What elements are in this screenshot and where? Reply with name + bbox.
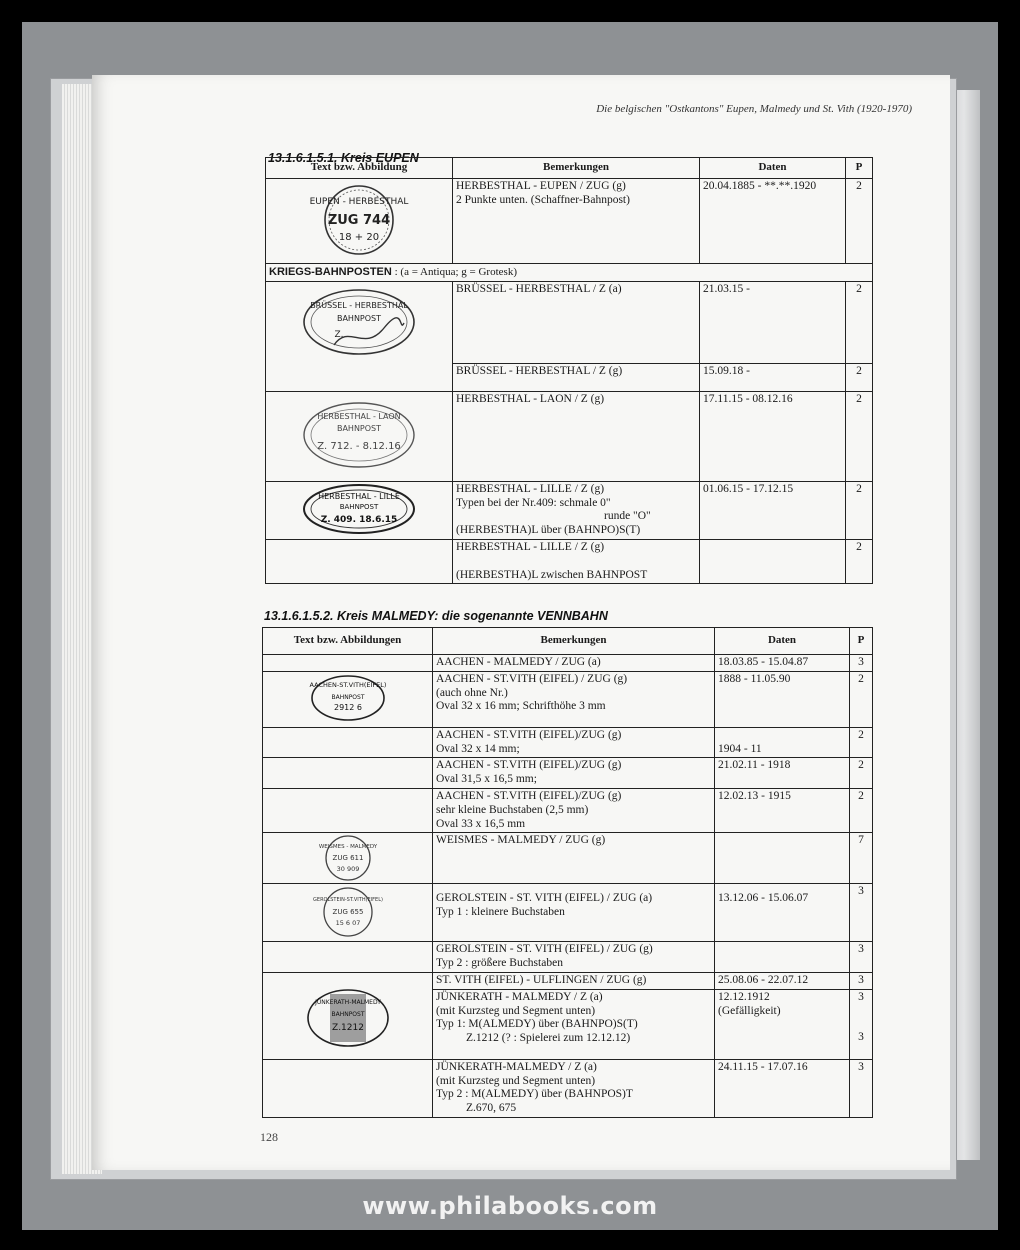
remark-line: HERBESTHAL - LILLE / Z (g) [456,540,605,553]
p-cell: 3 [850,972,873,989]
remark-line: Typen bei der Nr.409: schmale 0" [456,496,611,509]
remark-line: Typ 2 : M(ALMEDY) über (BAHNPOS)T [436,1088,633,1101]
watermark: www.philabooks.com [362,1192,658,1220]
stamp-cell [263,833,433,884]
p-cell: 2 [850,758,873,789]
dates-cell: 20.04.1885 - **.**.1920 [700,179,846,264]
remark-line: Oval 33 x 16,5 mm [436,817,526,830]
p-cell: 2 [846,281,873,363]
stamp-text: Z. [334,329,344,340]
kriegs-title: KRIEGS-BAHNPOSTEN [269,266,392,278]
remarks-cell [433,884,715,942]
dates-cell: 01.06.15 - 17.12.15 [700,481,846,539]
stamp-text: ZUG 611 [332,854,363,863]
remarks-cell: BRÜSSEL - HERBESTHAL / Z (g) [453,363,700,391]
p-cell: 2 [850,727,873,758]
remark-line: (mit Kurzsteg und Segment unten) [436,1074,596,1087]
remark-line: Oval 32 x 14 mm; [436,742,520,755]
p-cell: 3 [850,884,873,942]
remark-line: JÜNKERATH-MALMEDY / Z (a) [436,1060,597,1073]
table-row [263,671,873,727]
kriegs-header [266,264,873,282]
stamp-text: Z. 409. 18.6.15 [320,514,398,525]
p-cell [850,989,873,1059]
stamp-cell [266,179,453,264]
table-header-row [263,628,873,655]
remark-line: (auch ohne Nr.) [436,686,508,699]
stamp-cell [263,788,433,832]
stamp-cell [266,539,453,583]
remark-line: JÜNKERATH - MALMEDY / Z (a) [436,990,603,1003]
p-cell: 3 [850,942,873,973]
remarks-cell: HERBESTHAL - LAON / Z (g) [453,391,700,481]
dates-cell [715,727,850,758]
remark-line: AACHEN - ST.VITH (EIFEL)/ZUG (g) [436,789,622,802]
col-header: Text bzw. Abbildungen [263,628,433,655]
postmark-herbesthal-laon [294,393,424,473]
p-cell: 2 [850,788,873,832]
remarks-cell [433,727,715,758]
p-cell: 3 [850,655,873,672]
stamp-cell [263,671,433,727]
remarks-cell [453,539,700,583]
kriegs-subtitle: : (a = Antiqua; g = Grotesk) [391,266,517,278]
col-header: Bemerkungen [433,628,715,655]
stamp-cell [263,942,433,973]
stamp-text: BAHNPOST [330,693,365,701]
remark-line: HERBESTHAL - LILLE / Z (g) [456,482,605,495]
table-row [263,758,873,789]
col-header: P [846,158,873,179]
remarks-cell: BRÜSSEL - HERBESTHAL / Z (a) [453,281,700,363]
dates-cell: 15.09.18 - [700,363,846,391]
remark-line: Typ 1: M(ALMEDY) über (BAHNPO)S(T) [436,1018,638,1031]
col-header: P [850,628,873,655]
p-cell: 2 [846,481,873,539]
remarks-cell [433,942,715,973]
section-title-malmedy: 13.1.6.1.5.2. Kreis MALMEDY: die sogenannte VENNBAHN [264,609,608,623]
remarks-cell [433,788,715,832]
remarks-cell [433,1059,715,1117]
p-cell: 2 [846,391,873,481]
remark-line: Z.1212 (? : Spielerei zum 12.12.12) [466,1032,631,1045]
p-line: 3 [858,1030,864,1043]
stamp-text: 2912 6 [333,702,362,712]
remarks-cell: WEISMES - MALMEDY / ZUG (g) [433,833,715,884]
dates-cell: 18.03.85 - 15.04.87 [715,655,850,672]
p-cell: 2 [846,539,873,583]
stamp-text: BAHNPOST [339,502,379,511]
stamp-text: Z. 712. - 8.12.16 [317,440,401,452]
remark-line: GEROLSTEIN - ST. VITH (EIFEL) / ZUG (g) [436,943,653,956]
table-header-row [266,158,873,179]
table-row [266,391,873,481]
table-row [266,481,873,539]
remarks-cell [433,671,715,727]
remark-line: GEROLSTEIN - ST. VITH (EIFEL) / ZUG (a) [436,892,653,905]
running-head: Die belgischen "Ostkantons" Eupen, Malmedy und St. Vith (1920-1970) [596,103,912,115]
page-number: 128 [260,1130,278,1144]
stamp-text: BAHNPOST [336,423,382,433]
postmark-herbesthal-lille [294,483,424,535]
table-row [266,179,873,264]
remark-line: AACHEN - ST.VITH (EIFEL)/ZUG (g) [436,759,622,772]
dates-cell: 21.02.11 - 1918 [715,758,850,789]
stamp-text: GEROLSTEIN-ST.VITH(EIFEL) [312,897,383,904]
remark-line: Typ 2 : größere Buchstaben [436,957,563,970]
remarks-cell: ST. VITH (EIFEL) - ULFLINGEN / ZUG (g) [433,972,715,989]
table-row [263,727,873,758]
col-header: Daten [700,158,846,179]
stamp-text: JÜNKERATH-MALMEDY [314,998,381,1006]
stamp-text: ZUG 744 [327,213,391,228]
p-cell: 2 [846,179,873,264]
date-line: 1904 - 11 [718,742,762,755]
remark-line: (mit Kurzsteg und Segment unten) [436,1004,596,1017]
remark-line: HERBESTHAL - EUPEN / ZUG (g) [456,180,626,192]
remarks-cell [433,758,715,789]
dates-cell: 1888 - 11.05.90 [715,671,850,727]
stamp-text: BAHNPOST [330,1010,365,1018]
stamp-text: HERBESTHAL - LILLE [318,491,400,501]
remark-line: runde "O" [604,510,651,523]
dates-cell: 21.03.15 - [700,281,846,363]
stamp-cell [263,655,433,672]
stamp-text: ZUG 655 [332,908,363,917]
dates-cell [715,942,850,973]
stamp-text: 18 + 20 [338,232,380,243]
postmark-weismes-malmedy [313,834,383,882]
dates-cell [715,833,850,884]
remarks-cell [453,481,700,539]
stamp-text: EUPEN - HERBESTHAL [309,197,409,207]
remark-line: Oval 32 x 16 mm; Schrifthöhe 3 mm [436,700,606,713]
postmark-aachen-st-vith [303,673,393,723]
dates-cell: 12.02.13 - 1915 [715,788,850,832]
stamp-text: BRÜSSEL - HERBESTHAL [310,300,408,310]
remark-line: (HERBESTHA)L zwischen BAHNPOST [456,568,648,581]
stamp-cell [263,1059,433,1117]
stamp-cell [266,481,453,539]
stamp-cell [266,391,453,481]
stamp-text: AACHEN-ST.VITH(EIFEL) [309,680,386,689]
dates-cell [700,539,846,583]
remarks-cell [433,989,715,1059]
table-row [266,539,873,583]
stamp-text: HERBESTHAL - LAON [317,411,401,421]
stamp-cell [266,281,453,391]
stamp-text: 15 6 07 [335,919,360,928]
dates-cell [715,989,850,1059]
stamp-cell [263,727,433,758]
table-row [266,281,873,363]
remark-line: Typ 1 : kleinere Buchstaben [436,906,565,919]
section-title-eupen: 13.1.6.1.5.1. Kreis EUPEN [268,151,419,165]
table-row [263,942,873,973]
malmedy-table [262,627,873,1118]
stamp-text: Z.1212 [331,1022,364,1033]
table-row [263,884,873,942]
remark-line: AACHEN - ST.VITH (EIFEL) / ZUG (g) [436,672,628,685]
book-page [92,75,950,1170]
dates-cell: 17.11.15 - 08.12.16 [700,391,846,481]
p-cell: 3 [850,1059,873,1117]
p-line: 3 [858,990,864,1003]
stamp-cell [263,758,433,789]
stamp-cell [263,972,433,1059]
remark-line: AACHEN - ST.VITH (EIFEL)/ZUG (g) [436,728,622,741]
remark-line: 2 Punkte unten. (Schaffner-Bahnpost) [456,193,630,206]
table-row [263,972,873,989]
p-cell: 2 [846,363,873,391]
stamp-text: BAHNPOST [336,313,382,323]
table-row [263,833,873,884]
date-line [718,729,846,743]
col-header: Bemerkungen [453,158,700,179]
eupen-table [265,157,873,584]
table-row [263,788,873,832]
kriegs-header-row [266,264,873,282]
postmark-gerolstein-st-vith [313,885,383,939]
dates-cell: 13.12.06 - 15.06.07 [715,884,850,942]
postmark-juenkerath-malmedy [298,980,398,1052]
stamp-text: WEISMES - MALMEDY [318,844,377,851]
p-cell: 7 [850,833,873,884]
remark-line: (HERBESTHA)L über (BAHNPO)S(T) [456,524,641,537]
remark-line [456,555,696,569]
table-row [263,655,873,672]
postmark-bruessel-herbesthal [294,283,424,361]
date-line: (Gefälligkeit) [718,1004,781,1017]
table-row [263,1059,873,1117]
dates-cell: 24.11.15 - 17.07.16 [715,1059,850,1117]
stamp-cell [263,884,433,942]
stamp-text: 30 909 [336,865,359,874]
remark-line: Z.670, 675 [466,1102,517,1115]
col-header: Daten [715,628,850,655]
date-line: 12.12.1912 [718,990,770,1003]
remarks-cell: AACHEN - MALMEDY / ZUG (a) [433,655,715,672]
dates-cell: 25.08.06 - 22.07.12 [715,972,850,989]
p-cell: 2 [850,671,873,727]
remark-line: Oval 31,5 x 16,5 mm; [436,773,537,786]
col-header: Text bzw. Abbildung [266,158,453,179]
remark-line: sehr kleine Buchstaben (2,5 mm) [436,803,589,816]
remarks-cell [453,179,700,264]
postmark-eupen-herbesthal [304,180,414,260]
